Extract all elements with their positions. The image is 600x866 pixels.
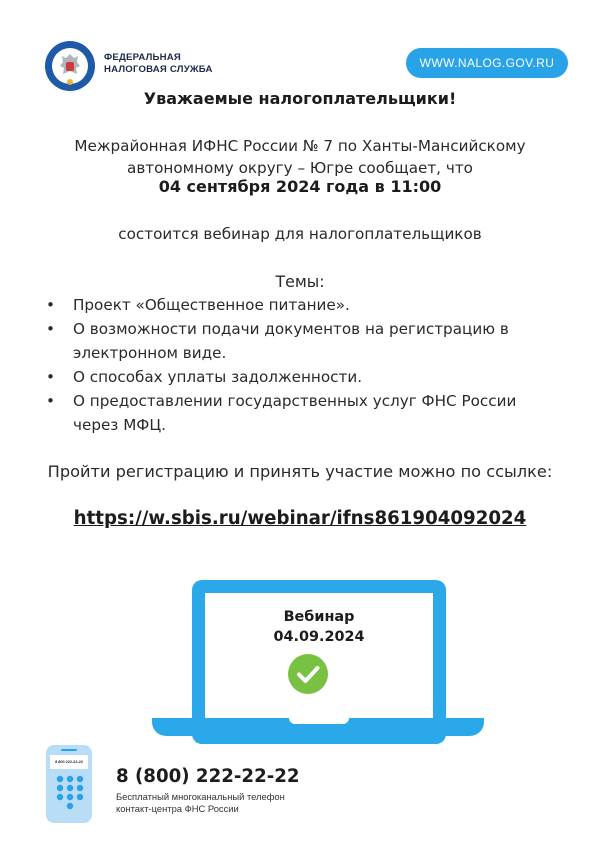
page-heading: Уважаемые налогоплательщики! [143, 89, 457, 108]
org-name: ФЕДЕРАЛЬНАЯ НАЛОГОВАЯ СЛУЖБА [104, 52, 213, 75]
phone-screen-number: 8 800 222-22-22 [55, 760, 83, 764]
event-date: 04 сентября 2024 года в 11:00 [158, 177, 442, 196]
laptop-notch [289, 718, 349, 724]
topic-text: О предоставлении государственных услуг ФНС России через МФЦ. [73, 392, 517, 434]
registration-text: Пройти регистрацию и принять участие можно по ссылке: [47, 462, 553, 481]
site-url-button[interactable]: WWW.NALOG.GOV.RU [406, 48, 568, 78]
topics-title: Темы: [275, 272, 325, 291]
laptop-webinar-date: 04.09.2024 [273, 629, 365, 645]
laptop-webinar-title: Вебинар [283, 609, 355, 625]
hotline-description: Бесплатный многоканальный телефон контакт-центра ФНС России [116, 791, 285, 814]
topic-text: О возможности подачи документов на регистрацию в электронном виде. [73, 320, 509, 362]
fns-emblem-icon [44, 40, 96, 92]
topics-list [46, 293, 566, 437]
topic-item [46, 389, 566, 437]
bullet: • [46, 368, 55, 386]
bullet: • [46, 320, 55, 338]
topic-item [46, 293, 566, 317]
topic-item [46, 317, 566, 365]
bullet: • [46, 392, 55, 410]
topic-item [46, 365, 566, 389]
bullet: • [46, 296, 55, 314]
check-circle-icon [288, 654, 328, 694]
topic-text: О способах уплаты задолженности. [73, 368, 363, 386]
intro-text: Межрайонная ИФНС России № 7 по Ханты-Мансийскому автономному округу – Югре сообщает, что [74, 137, 526, 177]
hotline-number[interactable]: 8 (800) 222-22-22 [116, 766, 300, 787]
webinar-announcement: состоится вебинар для налогоплательщиков [118, 225, 482, 243]
registration-link[interactable]: https://w.sbis.ru/webinar/ifns861904092024 [73, 508, 527, 529]
phone-speaker [61, 749, 77, 751]
topic-text: Проект «Общественное питание». [73, 296, 350, 314]
keypad-icon [56, 775, 84, 810]
